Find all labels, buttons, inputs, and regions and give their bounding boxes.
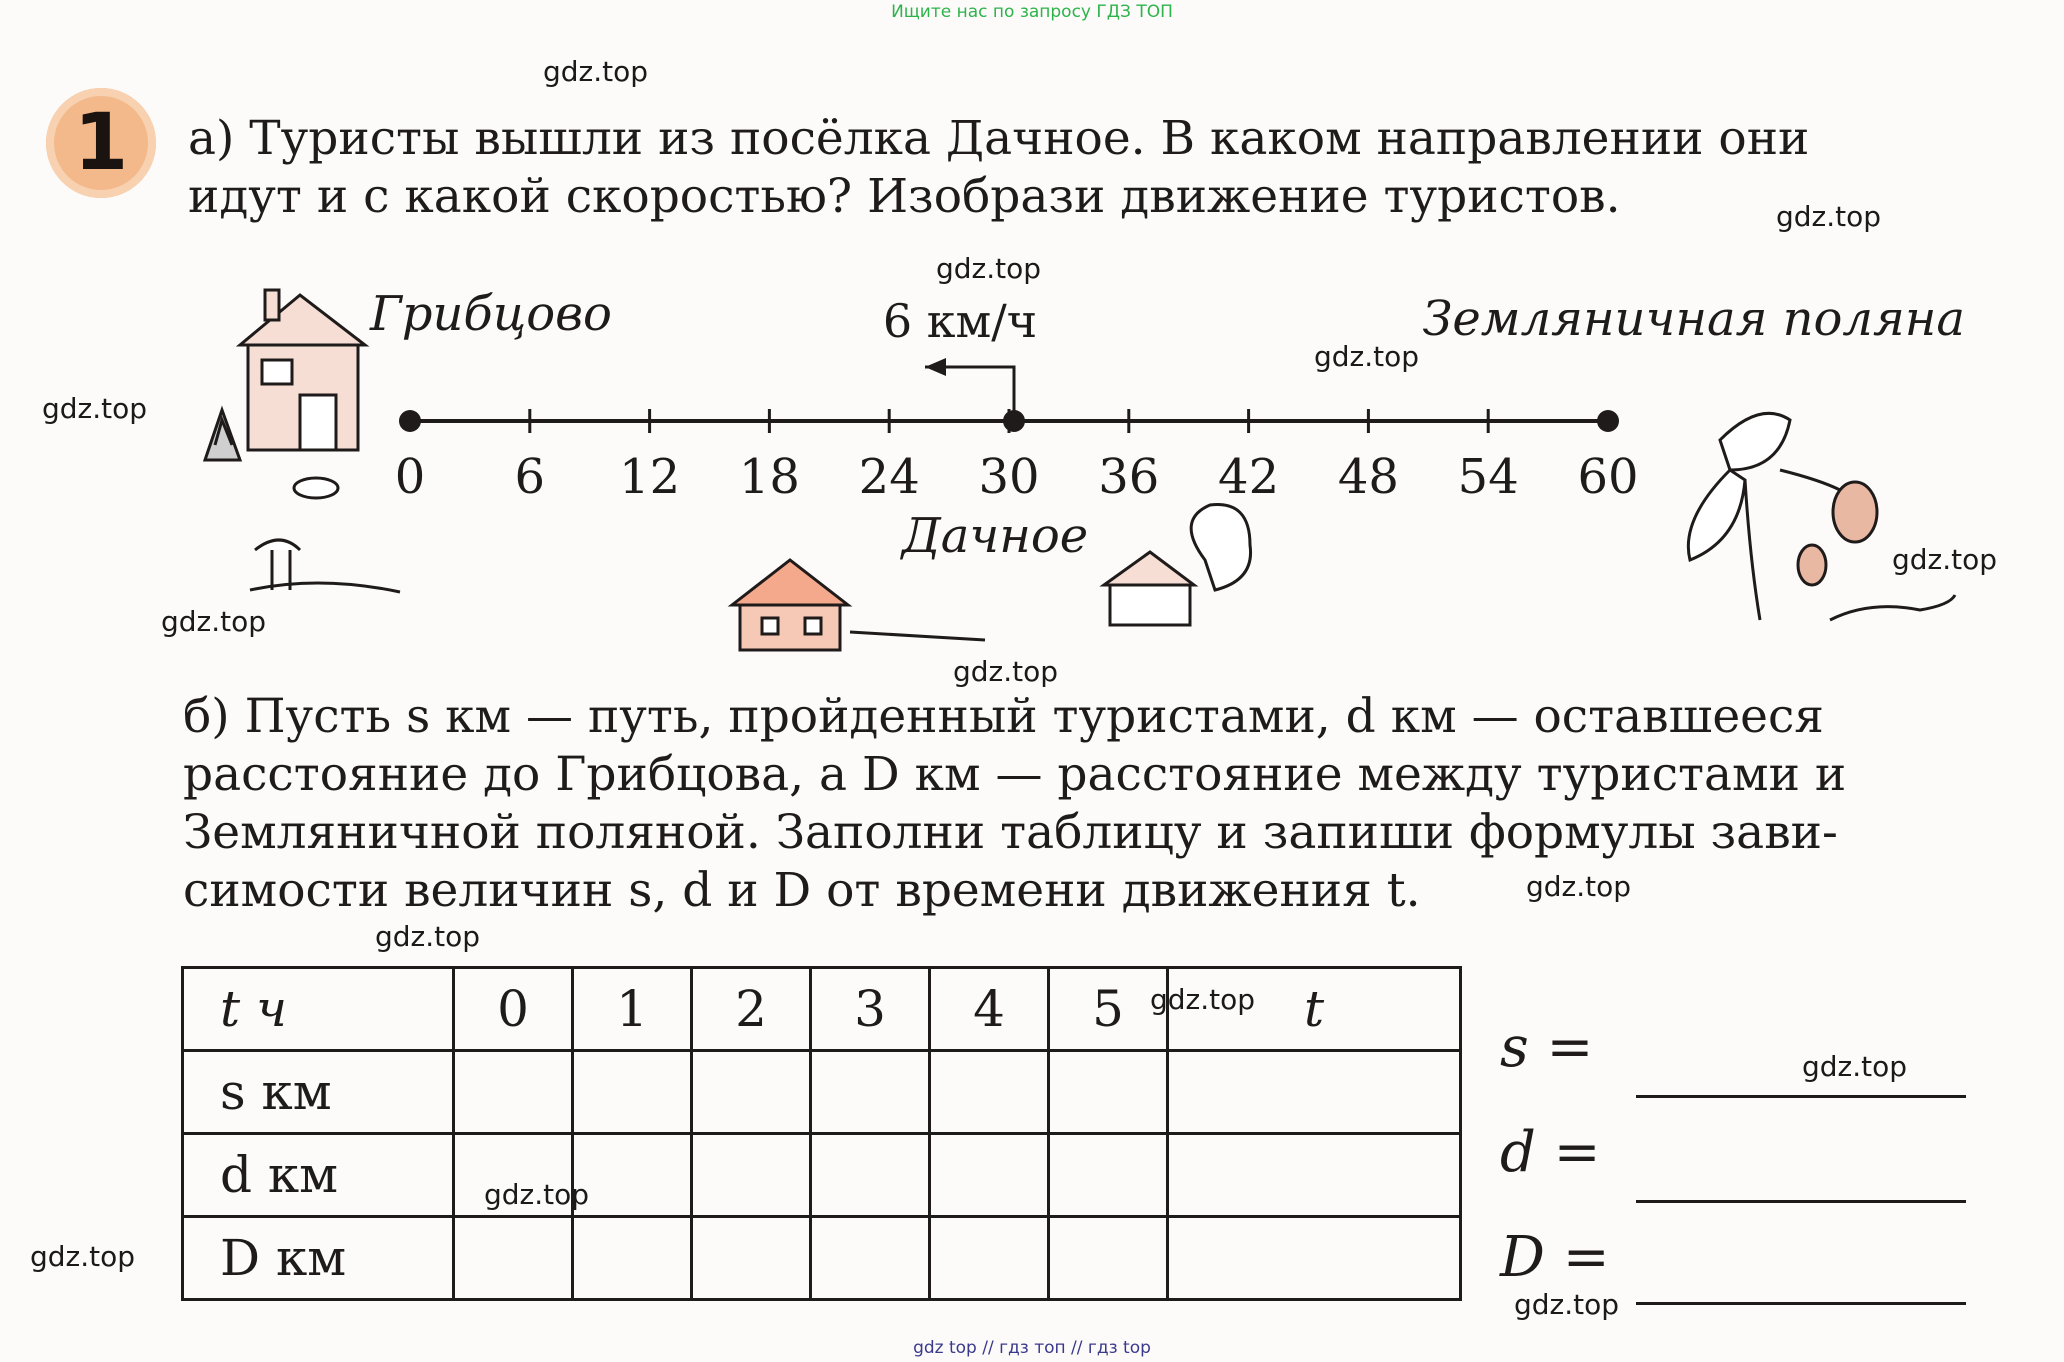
table-row [183, 1051, 1461, 1134]
arrowhead-icon [925, 358, 946, 376]
part-a-line-1: а) Туристы вышли из посёлка Дачное. В каком направлении они [188, 111, 1810, 166]
place-dachnoe: Дачное [901, 508, 1089, 564]
axis-tick-label: 54 [1457, 449, 1519, 505]
formula-d-label: d = [1500, 1120, 1601, 1185]
table-cell-input[interactable] [930, 1051, 1049, 1134]
watermark: gdz.top [484, 1178, 590, 1211]
header-cell: 3 [811, 968, 930, 1051]
row-label-big-d: D км [183, 1217, 454, 1300]
values-table [181, 966, 1462, 1301]
watermark: gdz.top [30, 1240, 136, 1273]
part-b-line-3: Земляничной поляной. Заполни таблицу и запиши формулы зави- [183, 805, 1838, 860]
table-cell-input[interactable] [692, 1217, 811, 1300]
table-cell-input[interactable] [1168, 1051, 1461, 1134]
formula-big-d-answer-line[interactable] [1636, 1302, 1966, 1305]
table-cell-input[interactable] [930, 1217, 1049, 1300]
table-cell-input[interactable] [811, 1134, 930, 1217]
table-cell-input[interactable] [573, 1134, 692, 1217]
part-a-line-2: идут и с какой скоростью? Изобрази движение туристов. [188, 169, 1621, 224]
part-b-line-4: симости величин s, d и D от времени движения t. [183, 863, 1421, 918]
bottom-banner: gdz top // гдз топ // гдз top [913, 1338, 1151, 1358]
watermark: gdz.top [161, 605, 267, 638]
row-label-d: d км [183, 1134, 454, 1217]
speed-label: 6 км/ч [882, 294, 1038, 348]
table-cell-input[interactable] [692, 1134, 811, 1217]
part-b-line-2: расстояние до Грибцова, а D км — расстояние между туристами и [183, 747, 1847, 802]
header-cell: 4 [930, 968, 1049, 1051]
watermark: gdz.top [936, 252, 1042, 285]
axis-tick-label: 0 [394, 449, 426, 505]
formula-s-answer-line[interactable] [1636, 1095, 1966, 1098]
table-cell-input[interactable] [573, 1051, 692, 1134]
header-cell: 1 [573, 968, 692, 1051]
part-b-line-1: б) Пусть s км — путь, пройденный туристами, d км — оставшееся [183, 689, 1824, 744]
axis-tick-label: 18 [738, 449, 800, 505]
table-cell-input[interactable] [811, 1051, 930, 1134]
watermark: gdz.top [543, 55, 649, 88]
table-cell-input[interactable] [692, 1051, 811, 1134]
axis-tick-label: 48 [1337, 449, 1399, 505]
end-point [1597, 410, 1619, 432]
task-number: 1 [73, 98, 129, 188]
axis-tick-label: 30 [978, 449, 1040, 505]
header-cell-t: t ч [183, 968, 454, 1051]
watermark: gdz.top [375, 920, 481, 953]
place-zemlyanichnaya: Земляничная поляна [1422, 291, 1965, 347]
formula-big-d-label: D = [1500, 1225, 1610, 1290]
watermark: gdz.top [1314, 340, 1420, 373]
header-cell: 2 [692, 968, 811, 1051]
table-cell-input[interactable] [811, 1217, 930, 1300]
axis-tick-label: 12 [619, 449, 681, 505]
table-cell-input[interactable] [454, 1217, 573, 1300]
formula-s-label: s = [1500, 1015, 1594, 1080]
table-cell-input[interactable] [1049, 1051, 1168, 1134]
watermark: gdz.top [1892, 543, 1998, 576]
table-cell-input[interactable] [930, 1134, 1049, 1217]
axis-tick-label: 6 [514, 449, 546, 505]
watermark: gdz.top [1514, 1288, 1620, 1321]
axis-tick-label: 36 [1098, 449, 1160, 505]
table-cell-input[interactable] [573, 1217, 692, 1300]
table-cell-input[interactable] [1168, 1134, 1461, 1217]
place-gribtsovo: Грибцово [370, 286, 612, 342]
header-cell: 5 [1049, 968, 1168, 1051]
axis-tick-label: 24 [858, 449, 920, 505]
axis-tick-label: 60 [1577, 449, 1639, 505]
header-cell: 0 [454, 968, 573, 1051]
watermark: gdz.top [1526, 870, 1632, 903]
table-header-row [183, 968, 1461, 1051]
watermark: gdz.top [42, 392, 148, 425]
table-cell-input[interactable] [454, 1051, 573, 1134]
top-banner: Ищите нас по запросу ГДЗ ТОП [891, 2, 1173, 22]
watermark: gdz.top [1150, 983, 1256, 1016]
table-cell-input[interactable] [1049, 1217, 1168, 1300]
watermark: gdz.top [953, 655, 1059, 688]
formula-d-answer-line[interactable] [1636, 1200, 1966, 1203]
strawberry-plant-icon [1688, 413, 1955, 620]
row-label-s: s км [183, 1051, 454, 1134]
watermark: gdz.top [1802, 1050, 1908, 1083]
table-cell-input[interactable] [1049, 1134, 1168, 1217]
table-cell-input[interactable] [1168, 1217, 1461, 1300]
start-point [399, 410, 421, 432]
table-row [183, 1217, 1461, 1300]
table-row [183, 1134, 1461, 1217]
direction-arrow [925, 367, 1014, 421]
header-cell: t [1168, 968, 1461, 1051]
watermark: gdz.top [1776, 200, 1882, 233]
axis-tick-label: 42 [1218, 449, 1280, 505]
